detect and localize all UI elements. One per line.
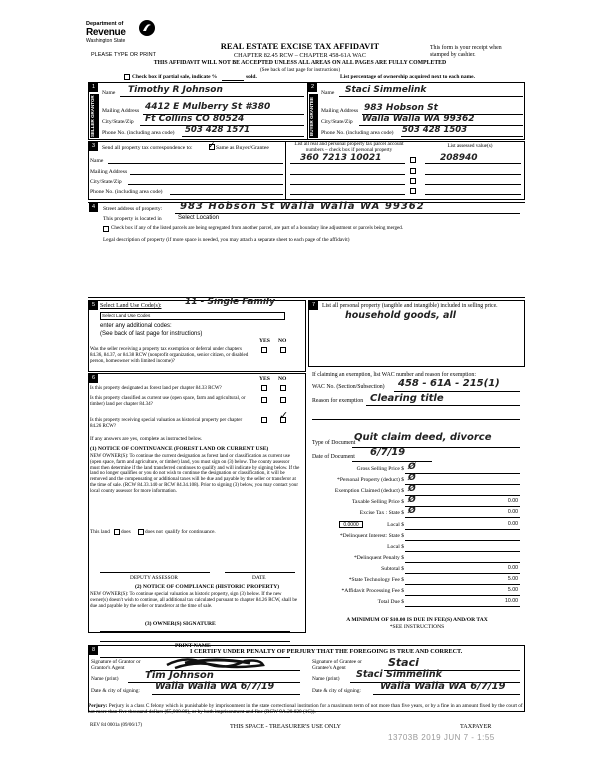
buyer-mailing[interactable]: 983 Hobson St xyxy=(364,103,438,113)
q1-no-checkbox[interactable] xyxy=(280,385,286,391)
enter-additional: enter any additional codes: xyxy=(100,323,172,329)
seller-city[interactable]: Ft Collins CO 80524 xyxy=(145,114,245,124)
same-as-label: Same as Buyer/Grantee xyxy=(216,145,269,151)
this-land: This land xyxy=(90,529,110,535)
q1-yes-checkbox[interactable] xyxy=(261,385,267,391)
land-use-label: Select Land Use Code(s): xyxy=(100,303,162,309)
calc-label: Local $ xyxy=(387,521,404,528)
seller-city-label: City/State/Zip xyxy=(102,119,134,125)
calc-value[interactable]: 0.00 xyxy=(507,498,518,505)
partial-sale-label: Check box if partial sale, indicate % xyxy=(132,74,218,80)
s3-name-label: Name xyxy=(90,158,104,164)
calc-handwritten: Ø xyxy=(408,495,416,506)
form-title: REAL ESTATE EXCISE TAX AFFIDAVIT xyxy=(220,41,380,51)
exemption-question: Was the seller receiving a property tax exemption or deferral under chapters 84.36, 84.37, or 84.38 RCW (nonprofit organization, senior citizen, or disabled person, homeowner with limited income)? xyxy=(90,347,249,364)
calc-handwritten: Ø xyxy=(408,473,416,484)
s3-mailing-label: Mailing Address xyxy=(90,169,128,175)
buyer-name-label: Name xyxy=(321,90,335,96)
assessed-value[interactable]: 208940 xyxy=(440,153,478,163)
street-address[interactable]: 983 Hobson St Walla Walla WA 99362 xyxy=(180,201,425,212)
s5-no-checkbox[interactable] xyxy=(280,347,286,353)
s5-yes: YES xyxy=(259,338,270,344)
seller-phone[interactable]: 503 428 1571 xyxy=(185,125,251,135)
notice2-body: NEW OWNER(S): To continue special valuation as historic property, sign (3) below. If the new owner(s) doesn't wish to continue, all additional tax calculated pursuant to chapter 84.26 RCW, shall be due and payable by the seller or transferor at the time of sale. xyxy=(90,592,298,609)
certify-text: I CERTIFY UNDER PENALTY OF PERJURY THAT THE FOREGOING IS TRUE AND CORRECT. xyxy=(190,648,463,655)
doc-date-label: Date of Document xyxy=(312,454,355,460)
same-as-check-icon: ✓ xyxy=(208,140,216,150)
parcel4-personal-checkbox[interactable] xyxy=(410,188,416,194)
rev-number: REV 84 0001a (09/06/17) xyxy=(90,723,142,728)
calc-label: *Affidavit Processing Fee $ xyxy=(341,588,404,595)
form-warning: THIS AFFIDAVIT WILL NOT BE ACCEPTED UNLESS ALL AREAS ON ALL PAGES ARE FULLY COMPLETED xyxy=(153,60,447,66)
grantor-date-city[interactable]: Walla Walla WA 6/7/19 xyxy=(155,681,275,692)
calc-value[interactable]: 10.00 xyxy=(505,598,518,605)
calc-value[interactable]: 0.00 xyxy=(507,509,518,516)
personal-property-value[interactable]: household goods, all xyxy=(345,310,456,321)
legal-desc-label: Legal description of property (if more space is needed, you may attach a separate sheet to each page of the affidavit) xyxy=(103,237,350,243)
calc-value[interactable]: 5.00 xyxy=(507,587,518,594)
qualify-label: qualify for continuance. xyxy=(165,529,216,535)
parcel1-personal-checkbox[interactable] xyxy=(410,157,416,163)
buyer-city-label: City/State/Zip xyxy=(321,119,353,125)
street-label: Street address of property: xyxy=(103,206,163,212)
calc-value[interactable]: 0.00 xyxy=(507,520,518,527)
doc-date-value[interactable]: 6/7/19 xyxy=(370,447,406,458)
grantee-signature[interactable]: Staci xyxy=(388,656,419,669)
section-2-number: 2 xyxy=(308,83,317,92)
no-check-mark-icon: ✓ xyxy=(279,410,289,422)
segregated-checkbox[interactable] xyxy=(103,226,109,232)
calc-label: Exemption Claimed (deduct) $ xyxy=(334,488,404,495)
buyer-side-label: BUYER GRANTEE xyxy=(309,94,318,138)
sold-label: sold. xyxy=(246,74,257,80)
parcel-header: List all real and personal property tax parcel account numbers – check box if personal property xyxy=(294,141,404,153)
send-text: Send all property tax correspondence to: xyxy=(102,145,193,151)
grantee-date-label: Date & city of signing: xyxy=(312,688,361,694)
buyer-city[interactable]: Walla Walla WA 99362 xyxy=(362,114,475,124)
calc-value[interactable]: 0.00 xyxy=(507,564,518,571)
section-5-number: 5 xyxy=(89,301,98,310)
print-name-label: PRINT NAME xyxy=(175,643,211,649)
reason-value[interactable]: Clearing title xyxy=(370,393,444,404)
q2-current-use: Is this property classified as current use (open space, farm and agricultural, or timber) land per chapter 84.34? xyxy=(90,396,246,407)
sig-grantee-label: Signature of Grantee or Grantee's Agent xyxy=(312,659,362,672)
section-4-number: 4 xyxy=(89,203,98,212)
perjury-notice xyxy=(88,703,525,715)
s6-no: NO xyxy=(278,376,287,382)
calc-label: *Delinquent Penalty $ xyxy=(353,554,404,561)
assessed-header: List assessed value(s) xyxy=(447,143,493,149)
q3-historic: Is this property receiving special valuation as historical property per chapter 84.26 RCW? xyxy=(90,418,243,429)
perjury-bold: Perjury: xyxy=(88,703,108,709)
doc-type-label: Type of Document xyxy=(312,440,356,446)
calc-handwritten: Ø xyxy=(408,462,416,472)
claim-exemption-text: If claiming an exemption, list WAC number and reason for exemption: xyxy=(312,372,476,378)
buyer-phone[interactable]: 503 428 1503 xyxy=(402,125,468,135)
personal-property-text: List all personal property (tangible and intangible) included in selling price. xyxy=(322,303,498,309)
calc-label: *State Technology Fee $ xyxy=(348,577,404,583)
q2-no-checkbox[interactable] xyxy=(280,397,286,403)
buyer-phone-label: Phone No. (including area code) xyxy=(321,130,394,136)
if-any-yes: If any answers are yes, complete as instructed below. xyxy=(90,436,203,442)
perjury-text: Perjury is a class C felony which is punishable by imprisonment in the state correctional institution for a maximum term of not more than five years, or by a fine in an amount fixed by the court of not more than five thousand dollars ($5,000.00), or by both imprisonment and fine (RCW 9A.20.020 (1C)). xyxy=(88,703,523,716)
buyer-mailing-label: Mailing Address xyxy=(321,108,359,114)
calc-handwritten: Ø xyxy=(408,484,416,495)
cashier-stamp: 13703B 2019 JUN 7 - 1:55 xyxy=(388,733,495,742)
located-in-label: This property is located in xyxy=(103,216,162,222)
calc-label: Total Due $ xyxy=(377,599,404,606)
parcel2-personal-checkbox[interactable] xyxy=(410,168,416,174)
dept-line2: Revenue xyxy=(86,27,126,39)
notice1-body: NEW OWNER(S): To continue the current designation as forest land or classification as current use (open space, farm and agriculture, or timber) land, you must sign on (3) below. The county assessor must then determine if the land transferred continues to qualify and will indicate by signing below. If the land no longer qualifies or you do not wish to continue the designation or classification, it will be removed and the compensating or additional taxes will be due and payable by the seller or transferor at the time of sale. (RCW 84.33.140 or RCW 84.34.108). Prior to signing (3) below, you may contact your local county assessor for more information. xyxy=(90,454,300,494)
s5-yes-checkbox[interactable] xyxy=(261,347,267,353)
s5-see-back: (See back of last page for instructions) xyxy=(100,331,203,337)
ownership-note: List percentage of ownership acquired next to each name. xyxy=(340,74,475,80)
local-rate-box[interactable]: 0.0000 xyxy=(339,521,363,528)
section-7-number: 7 xyxy=(309,301,318,310)
q1-forest: Is this property designated as forest land per chapter 84.33 RCW? xyxy=(90,386,222,391)
seller-mailing[interactable]: 4412 E Mulberry St #380 xyxy=(145,102,271,112)
reason-label: Reason for exemption xyxy=(312,398,364,404)
dor-logo xyxy=(86,21,156,45)
grantor-date-label: Date & city of signing: xyxy=(91,688,140,694)
segregated-label: Check box if any of the listed parcels are being segregated from another parcel, are part of a boundary line adjustment or parcels being merged. xyxy=(111,225,404,231)
q3-yes-checkbox[interactable] xyxy=(261,417,267,423)
seller-name[interactable]: Timothy R Johnson xyxy=(128,85,223,95)
treasurer-use: THIS SPACE - TREASURER'S USE ONLY xyxy=(230,723,342,730)
land-use-select-text: Select Land Use Codes xyxy=(102,313,151,318)
calc-label: Subtotal $ xyxy=(381,565,404,572)
see-instructions: *SEE INSTRUCTIONS xyxy=(389,624,445,630)
grantee-date-city[interactable]: Walla Walla WA 6/7/19 xyxy=(380,681,506,692)
grantor-print-name[interactable]: Tim Johnson xyxy=(145,670,214,681)
calc-handwritten: Ø xyxy=(408,506,416,517)
calc-value[interactable]: 5.00 xyxy=(507,576,518,582)
location-select[interactable]: Select Location xyxy=(178,215,220,221)
doc-type-value[interactable]: Quit claim deed, divorce xyxy=(354,432,492,443)
notice2-title: (2) NOTICE OF COMPLIANCE (HISTORIC PROPERTY) xyxy=(135,584,280,590)
parcel3-personal-checkbox[interactable] xyxy=(410,178,416,184)
section-3-number: 3 xyxy=(89,142,98,151)
form-chapter: CHAPTER 82.45 RCW – CHAPTER 458-61A WAC xyxy=(234,52,366,59)
section-6-number: 6 xyxy=(89,374,98,383)
calc-label: *Delinquent Interest: State $ xyxy=(339,532,404,539)
please-type: PLEASE TYPE OR PRINT xyxy=(91,52,157,58)
s6-yes: YES xyxy=(259,376,270,382)
seller-name-label: Name xyxy=(102,90,116,96)
grantor-name-label: Name (print) xyxy=(91,676,119,682)
parcel-number[interactable]: 360 7213 10021 xyxy=(300,153,382,163)
seller-side-label: SELLER GRANTOR xyxy=(90,94,99,138)
calc-label: Local $ xyxy=(387,543,404,550)
wac-label: WAC No. (Section/Subsection) xyxy=(312,384,385,390)
dor-logo-icon xyxy=(138,19,156,37)
does-not-label: does not xyxy=(145,529,163,535)
section-1-number: 1 xyxy=(89,83,98,92)
dept-line1: Department of xyxy=(86,21,124,27)
sig-grantor-label: Signature of Grantor or Grantor's Agent xyxy=(91,659,141,672)
partial-sale-checkbox[interactable] xyxy=(124,74,130,80)
calc-label: Gross Selling Price $ xyxy=(356,466,404,472)
does-not-checkbox[interactable] xyxy=(138,529,144,535)
q2-yes-checkbox[interactable] xyxy=(261,397,267,403)
land-use-value[interactable]: 11 - Single Family xyxy=(185,297,275,307)
grantee-name-label: Name (print) xyxy=(312,676,340,682)
calc-label: *Personal Property (deduct) $ xyxy=(337,477,404,484)
does-label: does xyxy=(121,529,131,535)
notice1-title: (1) NOTICE OF CONTINUANCE (FOREST LAND OR CURRENT USE) xyxy=(90,446,269,452)
calc-label: Taxable Selling Price $ xyxy=(352,499,404,506)
see-back: (See back of last page for instructions) xyxy=(259,67,341,73)
owner-signature-label: (3) OWNER(S) SIGNATURE xyxy=(145,621,216,627)
seller-mailing-label: Mailing Address xyxy=(102,108,140,114)
wac-value[interactable]: 458 - 61A - 215(1) xyxy=(398,378,500,389)
deputy-assessor: DEPUTY ASSESSOR xyxy=(130,575,178,581)
s3-phone-label: Phone No. (including area code) xyxy=(90,189,163,195)
receipt-note: This form is your receipt when stamped by cashier. xyxy=(430,45,502,58)
grantee-print-name[interactable]: Staci Simmelink xyxy=(356,669,442,680)
minimum-due: A MINIMUM OF $10.00 IS DUE IN FEE(S) AND/OR TAX xyxy=(346,617,488,623)
seller-phone-label: Phone No. (including area code) xyxy=(102,130,175,136)
taxpayer-label: TAXPAYER xyxy=(460,723,492,730)
calc-label: Excise Tax : State $ xyxy=(359,510,404,517)
s5-no: NO xyxy=(278,338,287,344)
s3-city-label: City/State/Zip xyxy=(90,179,122,185)
deputy-date: DATE xyxy=(252,575,266,581)
does-checkbox[interactable] xyxy=(114,529,120,535)
section-8-number: 8 xyxy=(89,646,98,655)
dept-line3: Washington State xyxy=(86,37,126,44)
buyer-name[interactable]: Staci Simmelink xyxy=(345,85,427,95)
